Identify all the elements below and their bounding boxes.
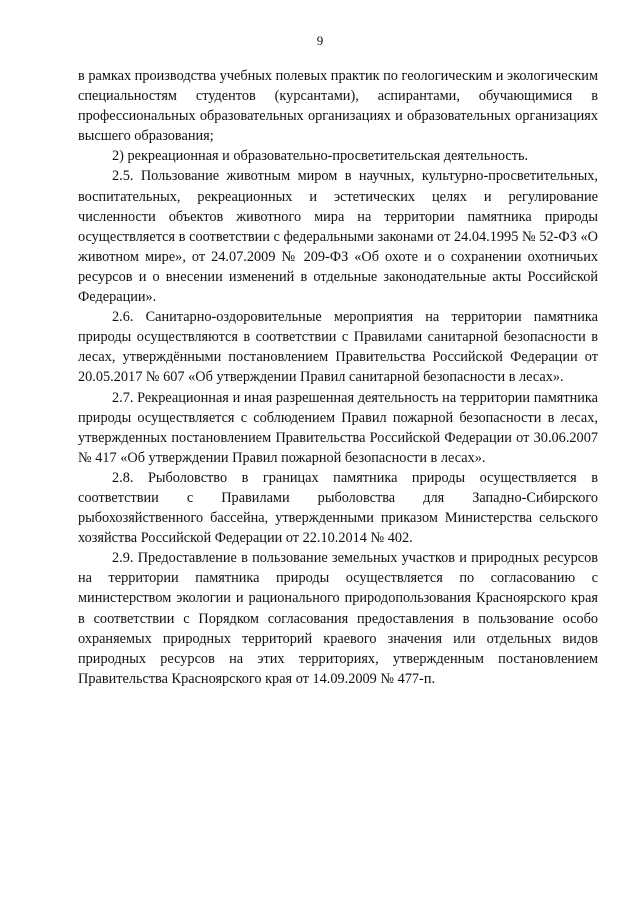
paragraph-2-7: 2.7. Рекреационная и иная разрешенная деятельность на территории памятника природы осуществляется с соблюдением Правил пожарной безопасности в лесах, утвержденных постановлением Правительства Российской Федерации от 30.06.2007 № 417 «Об утверждении Правил пожарной безопасности в лесах». (78, 389, 598, 466)
document-body (78, 66, 598, 689)
paragraph-2-6: 2.6. Санитарно-оздоровительные мероприятия на территории памятника природы осуществляются в соответствии с Правилами санитарной безопасности в лесах, утверждёнными постановлением Правительства Российской Федерации от 20.05.2017 № 607 «Об утверждении Правил санитарной безопасности в лесах». (78, 309, 598, 386)
paragraph-item-2: 2) рекреационная и образовательно-просветительская деятельность. (112, 148, 529, 165)
page-number: 9 (316, 33, 324, 48)
paragraph-2-5: 2.5. Пользование животным миром в научных, культурно-просветительных, воспитательных, рекреационных и эстетических целях и регулирование численности объектов животного мира на территории памятника природы осуществляется в соответствии с федеральными законами от 24.04.1995 № 52-ФЗ «О животном мире», от 24.07.2009 № 209-ФЗ «Об охоте и о сохранении охотничьих ресурсов и о внесении изменений в отдельные законодательные акты Российской Федерации». (78, 168, 598, 306)
paragraph-2-9: 2.9. Предоставление в пользование земельных участков и природных ресурсов на территории памятника природы осуществляется по согласованию с министерством экологии и рационального природопользования Красноярского края в соответствии с Порядком согласования предоставления в пользование особо охраняемых природных территорий краевого значения или отдельных видов природных ресурсов на этих территориях, утвержденным постановлением Правительства Красноярского края от 14.09.2009 № 477-п. (78, 550, 598, 687)
paragraph-2-8: 2.8. Рыболовство в границах памятника природы осуществляется в соответствии с Правилами рыболовства для Западно-Сибирского рыбохозяйственного бассейна, утвержденными приказом Министерства сельского хозяйства Российской Федерации от 22.10.2014 № 402. (78, 469, 598, 547)
paragraph-continuation: в рамках производства учебных полевых практик по геологическим и экологическим специальностям студентов (курсантами), аспирантами, обучающимися в профессиональных образовательных организациях и образовательных организациях высшего образования; (78, 68, 598, 145)
